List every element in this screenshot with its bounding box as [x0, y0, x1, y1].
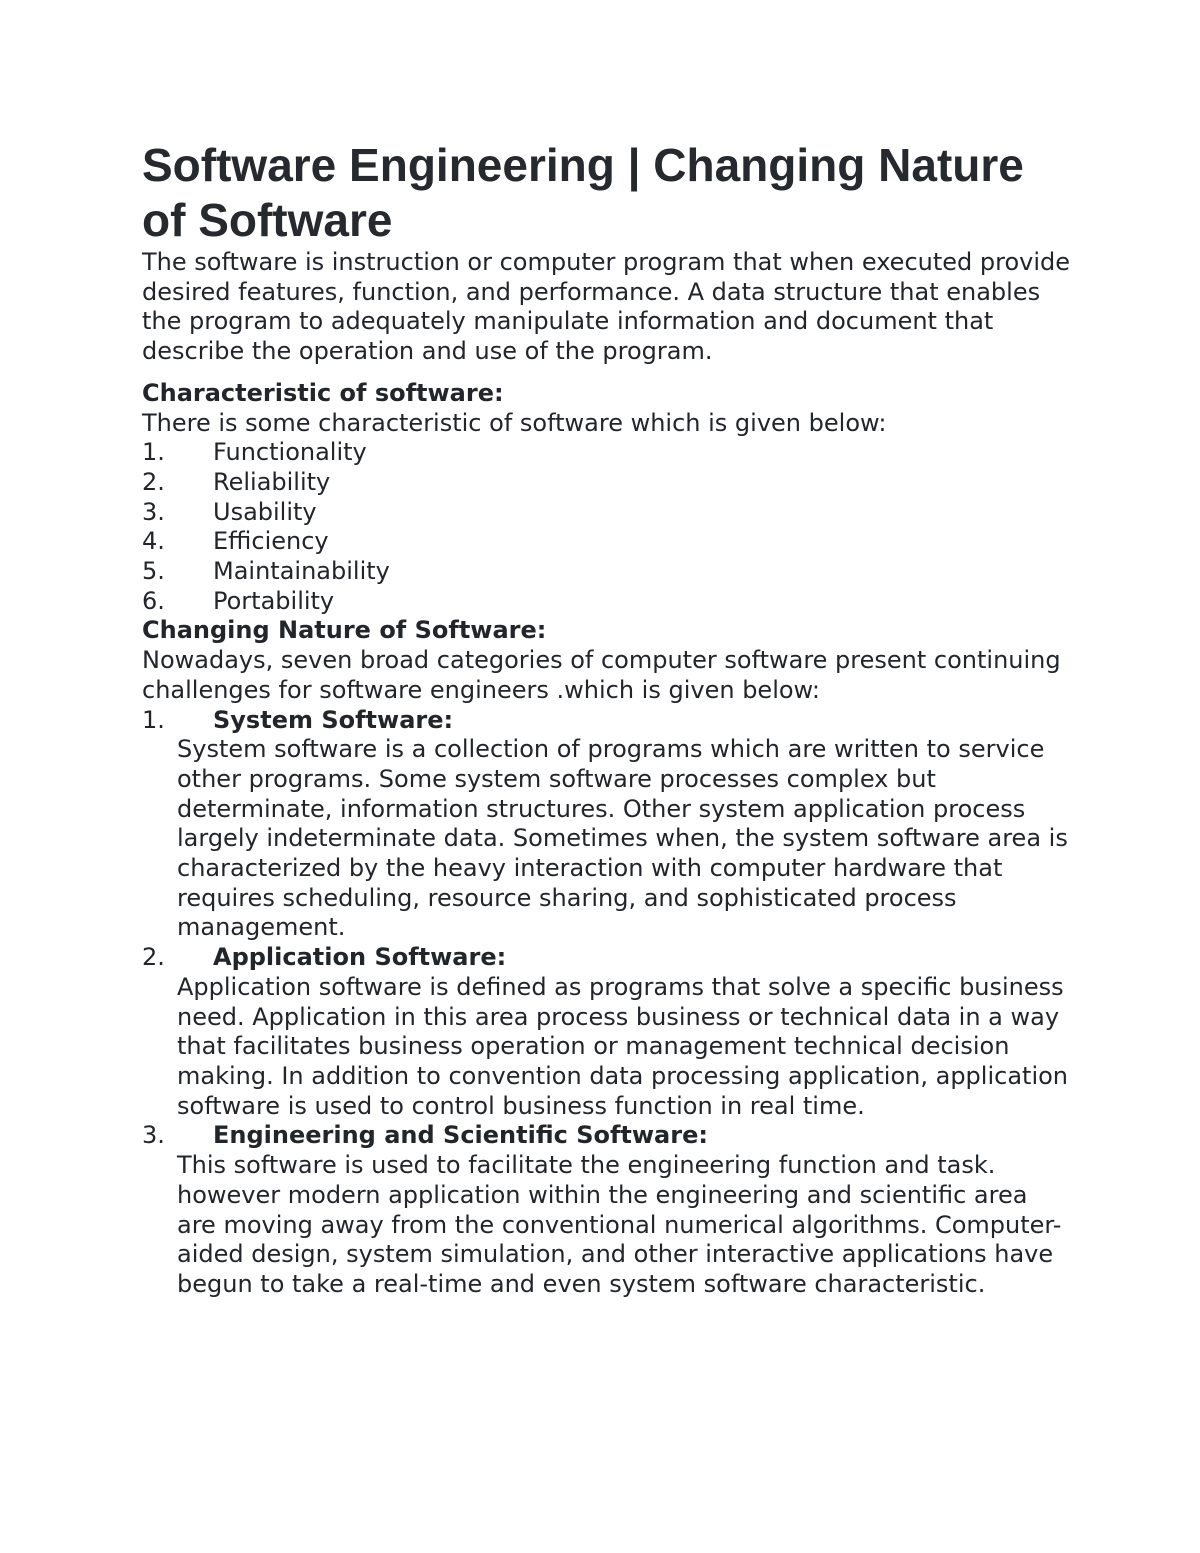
document-title: Software Engineering | Changing Nature of Software [142, 139, 1024, 246]
changing-nature-heading: Changing Nature of Software: [142, 616, 547, 645]
category-description: System software is a collection of programs which are written to service other programs. Some system software processes complex but determinate, information structures. Other system application process largely indeterminate data. Sometimes when, the system software area is characterized by the heavy interaction with computer hardware that requires scheduling, resource sharing, and sophisticated process management. [177, 735, 1068, 942]
document-body [142, 138, 1072, 1300]
characteristics-lead: There is some characteristic of software which is given below: [142, 408, 887, 437]
list-item [142, 438, 1072, 468]
category-title: Application Software: [213, 943, 507, 972]
category-header [142, 943, 1072, 973]
list-label: Usability [213, 497, 317, 526]
list-item [142, 587, 1072, 617]
category-item-system-software [142, 706, 1072, 944]
list-label: Efficiency [213, 527, 329, 556]
category-header [142, 1121, 1072, 1151]
category-header [142, 706, 1072, 736]
list-label: Reliability [213, 467, 331, 496]
list-label: Functionality [213, 438, 367, 467]
category-number: 2. [142, 943, 165, 972]
category-description: This software is used to facilitate the engineering function and task. however modern application within the engineering and scientific area are moving away from the conventional numerical algorithms. Computer-aided design, system simulation, and other interactive applications have begun to take a real-time and even system software characteristic. [177, 1151, 1062, 1298]
list-number: 3. [142, 497, 165, 526]
list-label: Maintainability [213, 557, 390, 586]
list-number: 1. [142, 438, 165, 467]
intro-paragraph: The software is instruction or computer program that when executed provide desired features, function, and performance. A data structure that enables the program to adequately manipulate information and document that describe the operation and use of the program. [142, 248, 1071, 366]
list-number: 5. [142, 557, 165, 586]
list-number: 6. [142, 586, 165, 615]
category-item-engineering-scientific-software [142, 1121, 1072, 1299]
list-item [142, 557, 1072, 587]
characteristics-list [142, 438, 1072, 616]
changing-nature-lead: Nowadays, seven broad categories of computer software present continuing challenges for software engineers .which is given below: [142, 646, 1061, 704]
list-item [142, 527, 1072, 557]
category-title: System Software: [213, 705, 454, 734]
list-number: 2. [142, 467, 165, 496]
list-label: Portability [213, 586, 335, 615]
list-item [142, 498, 1072, 528]
category-item-application-software [142, 943, 1072, 1121]
category-title: Engineering and Scientific Software: [213, 1121, 708, 1150]
category-number: 1. [142, 705, 165, 734]
characteristics-heading: Characteristic of software: [142, 378, 504, 407]
software-categories-list [142, 706, 1072, 1300]
list-number: 4. [142, 527, 165, 556]
category-description: Application software is defined as programs that solve a specific business need. Application in this area process business or technical data in a way that facilitates business operation or management technical decision making. In addition to convention data processing application, application software is used to control business function in real time. [177, 972, 1068, 1120]
category-number: 3. [142, 1121, 165, 1150]
list-item [142, 468, 1072, 498]
